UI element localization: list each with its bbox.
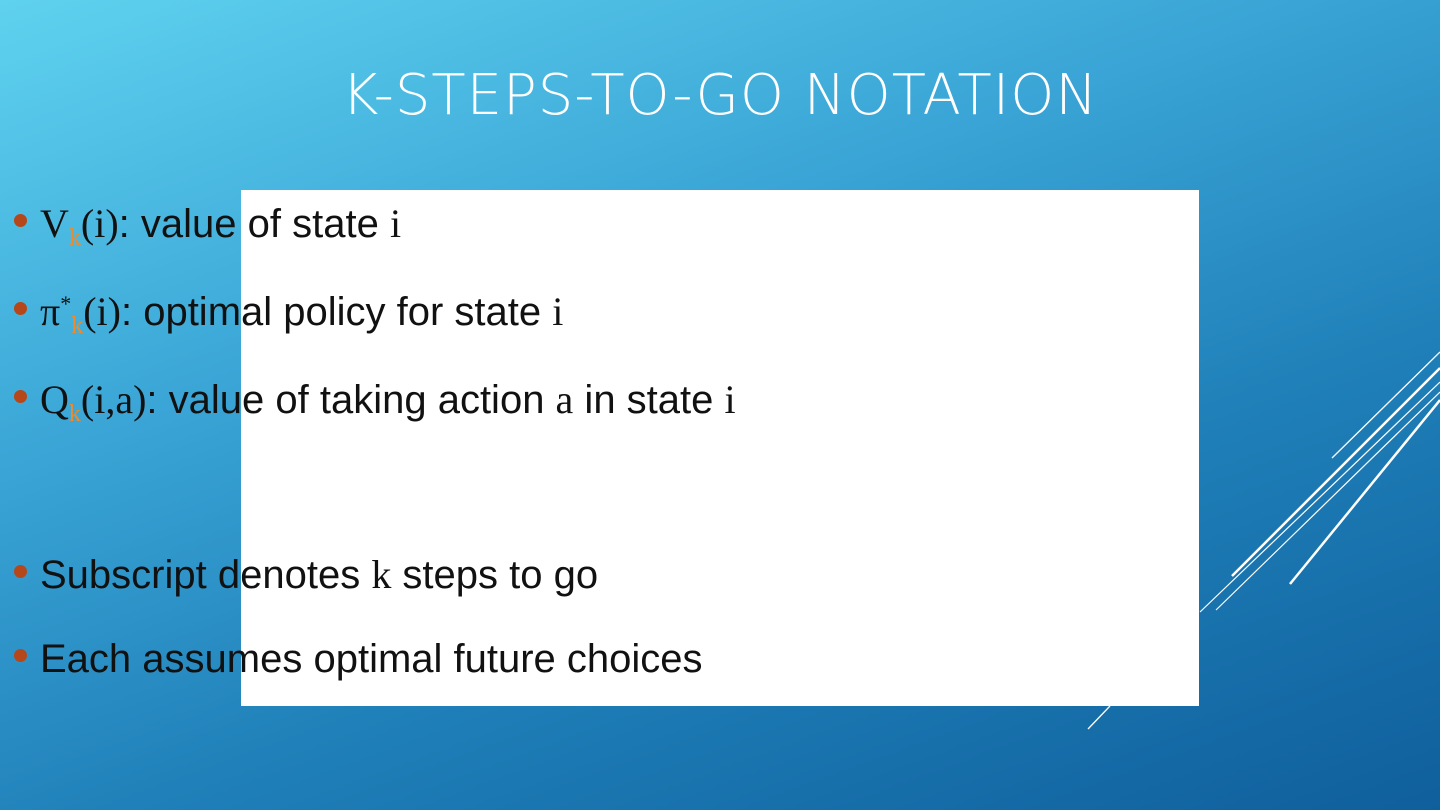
bullet-text: Subscript denotes [40,553,372,597]
bullet-value-of-state [14,200,402,251]
argument: (i) [80,201,119,246]
variable-a: a [555,377,574,422]
bullet-text: in state [573,378,725,422]
bullet-text: : value of taking action [146,378,556,422]
variable-i: i [552,289,564,334]
bullet-optimal-future [14,637,703,682]
bullet-dot-icon [14,649,27,662]
symbol-q: Q [40,377,69,422]
subscript-k: k [68,401,81,427]
slide-title: K-STEPS-TO-GO NOTATION [341,63,1099,128]
bullet-dot-icon [14,390,27,403]
bullet-subscript-meaning [14,551,598,598]
superscript-star: * [60,291,72,316]
bullet-optimal-policy [14,288,564,339]
argument: (i,a) [80,377,147,422]
bullet-text: steps to go [391,553,599,597]
symbol-v: V [40,201,69,246]
symbol-pi: π [40,289,61,334]
subscript-k: k [68,225,81,251]
bullet-text: : optimal policy for state [120,290,553,334]
variable-i: i [724,377,736,422]
content-image [241,190,1199,706]
bullet-text: : value of state [118,202,390,246]
bullet-dot-icon [14,565,27,578]
bullet-dot-icon [14,302,27,315]
bullet-action-value [14,376,736,427]
variable-k: k [371,552,392,597]
bullet-text: Each assumes optimal future choices [40,637,703,681]
bullet-dot-icon [14,214,27,227]
subscript-k: k [71,313,84,339]
argument: (i) [83,289,121,334]
variable-i: i [389,201,402,246]
